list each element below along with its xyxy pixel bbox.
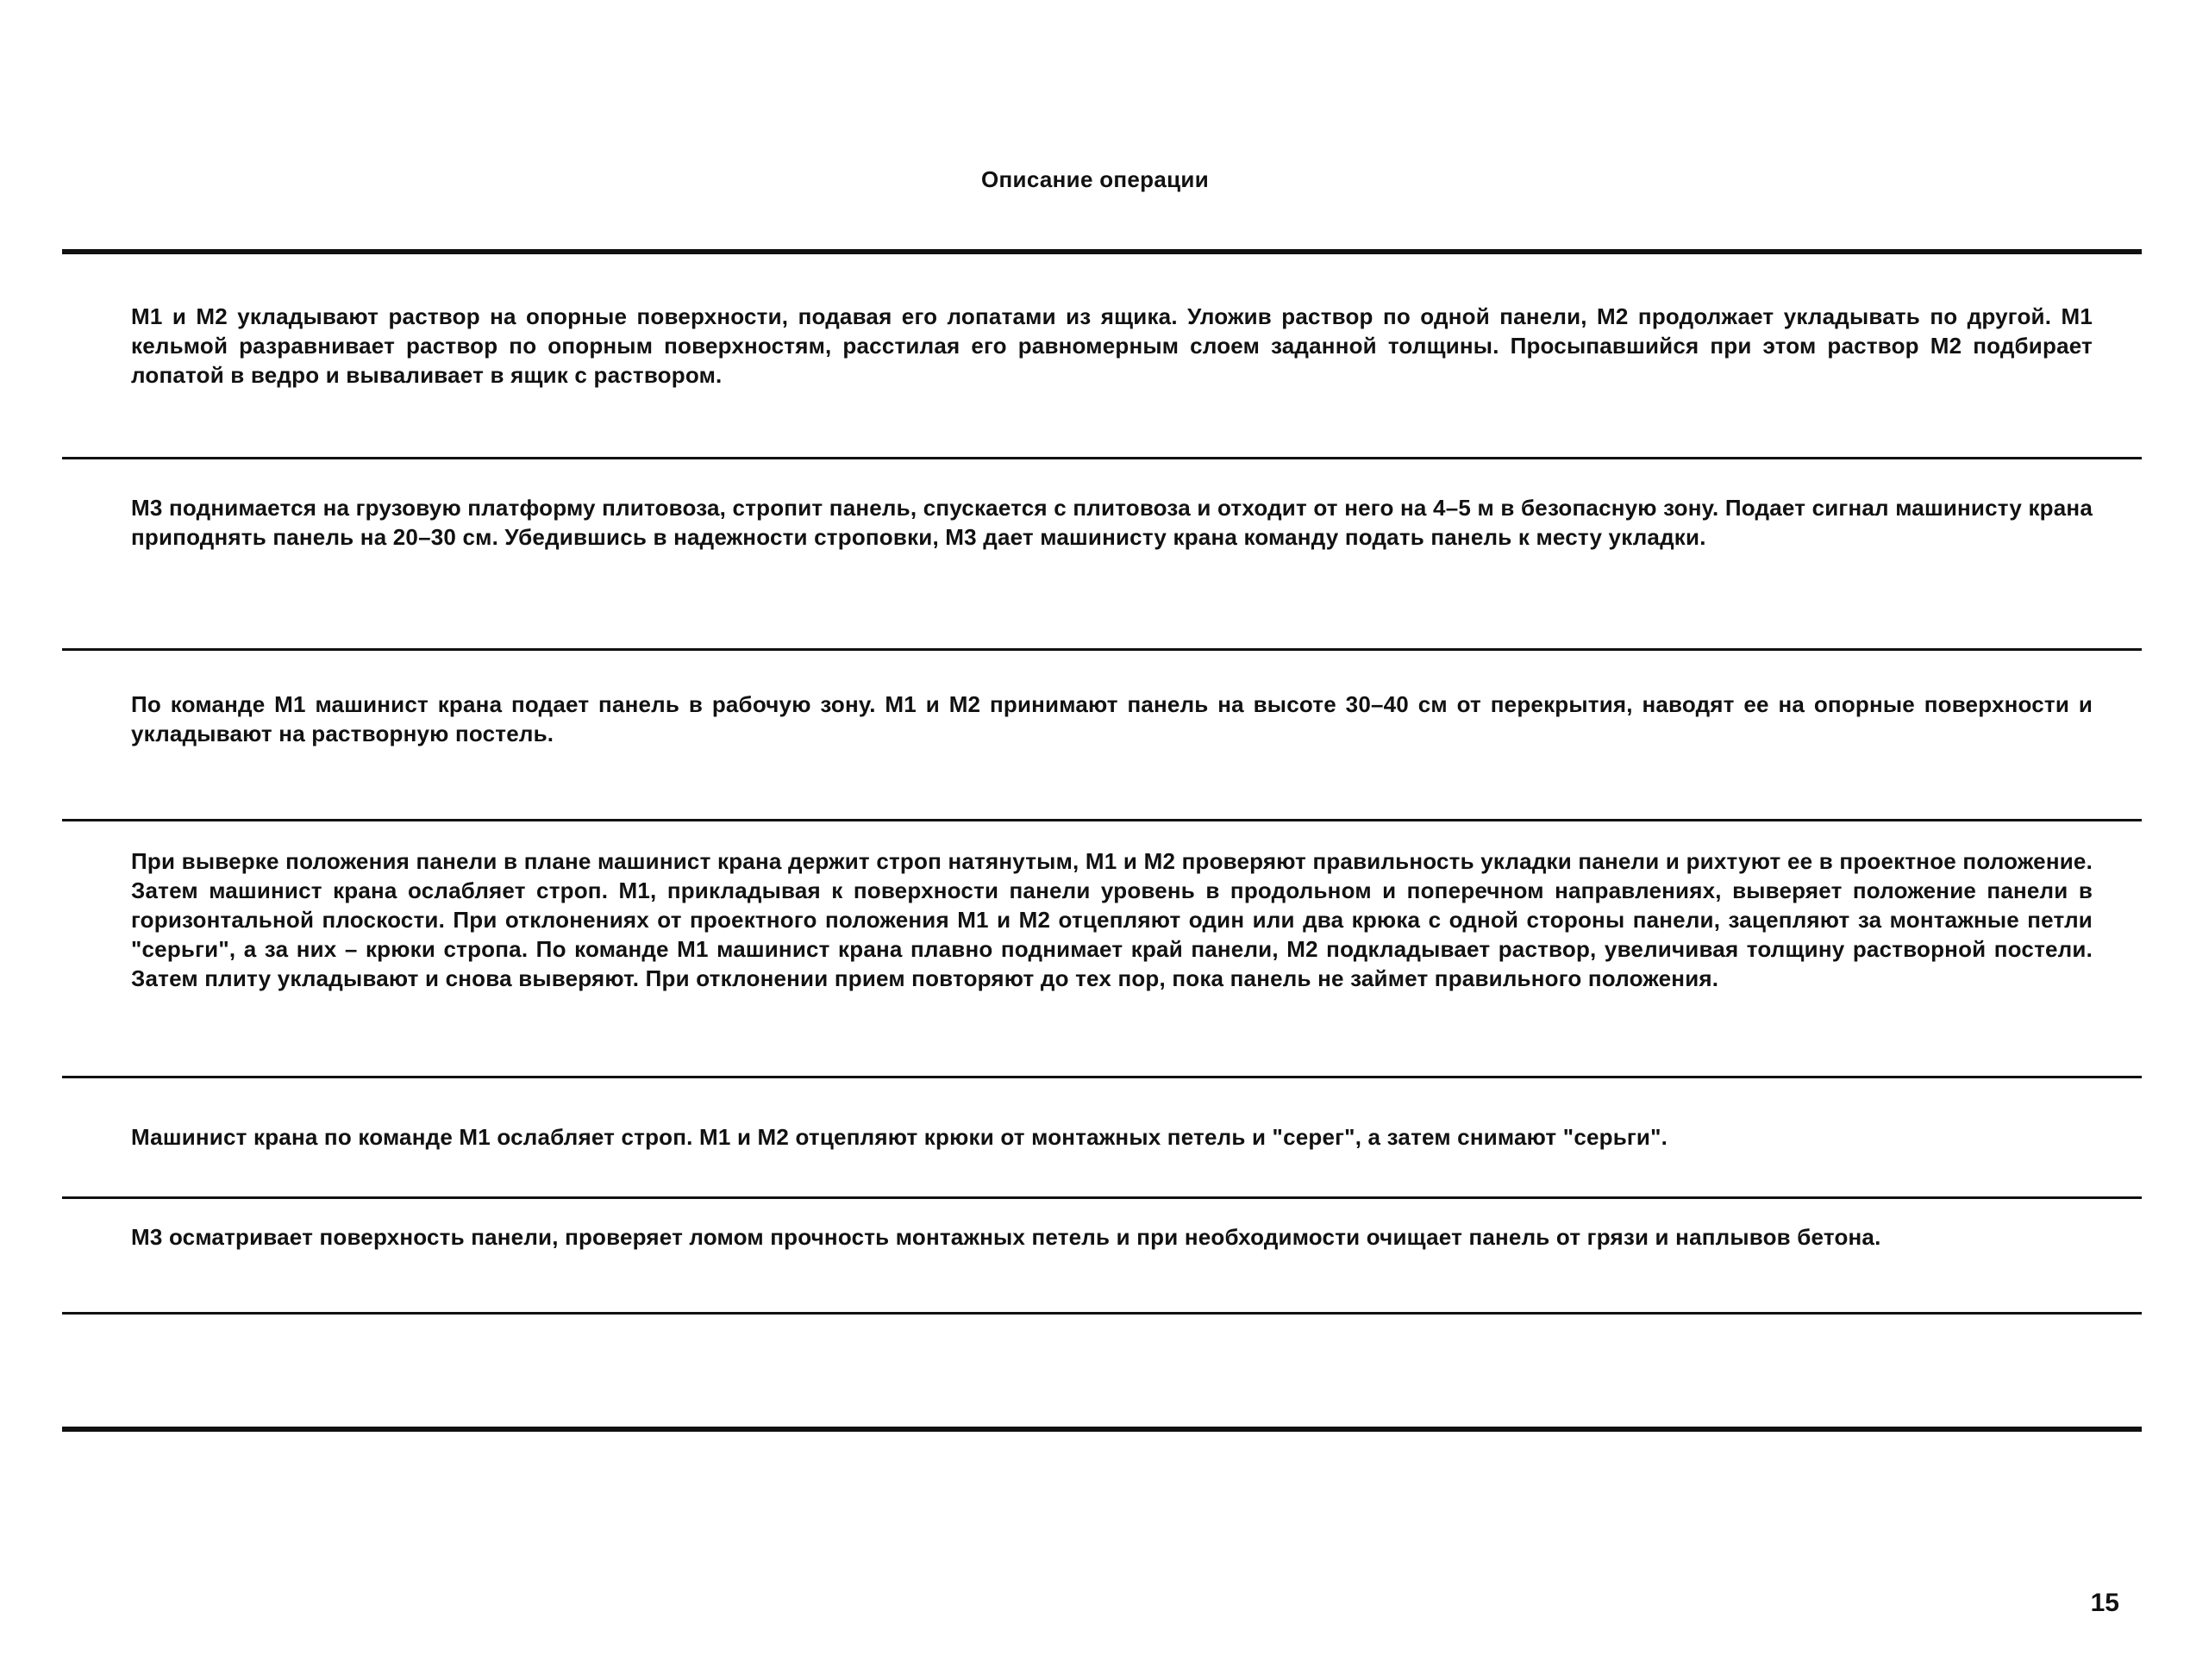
operation-step-2: М3 поднимается на грузовую платформу плитовоза, стропит панель, спускается с плитовоза и отходит от него на 4–5 м в безопасную зону. Подает сигнал машинисту крана приподнять панель на 20–30 см. Убедившись в надежности строповки, М3 дает машинисту крана команду подать панель к месту укладки. — [131, 495, 2093, 550]
divider — [62, 1312, 2142, 1315]
footer-rule — [62, 1427, 2142, 1432]
divider — [62, 1076, 2142, 1078]
divider — [62, 1196, 2142, 1199]
divider — [62, 648, 2142, 651]
page-number: 15 — [2090, 1589, 2119, 1617]
operation-step-6: М3 осматривает поверхность панели, проверяет ломом прочность монтажных петель и при необходимости очищает панель от грязи и наплывов бетона. — [131, 1224, 1881, 1250]
operation-step-3: По команде М1 машинист крана подает панель в рабочую зону. М1 и М2 принимают панель на высоте 30–40 см от перекрытия, наводят ее на опорные поверхности и укладывают на растворную постель. — [131, 691, 2093, 746]
header-rule — [62, 249, 2142, 254]
divider — [62, 457, 2142, 459]
operation-step-1: М1 и М2 укладывают раствор на опорные поверхности, подавая его лопатами из ящика. Уложив раствор по одной панели, М2 продолжает укладывать по другой. М1 кельмой разравнивает раствор по опорным поверхностям, расстилая его равномерным слоем заданной толщины. Просыпавшийся при этом раствор М2 подбирает лопатой в ведро и вываливает в ящик с раствором. — [131, 303, 2093, 388]
page-title: Описание операции — [981, 166, 1209, 192]
operation-step-4: При выверке положения панели в плане машинист крана держит строп натянутым, М1 и М2 проверяют правильность укладки панели и рихтуют ее в проектное положение. Затем машинист крана ослабляет строп. М1, прикладывая к поверхности панели уровень в продольном и поперечном направлениях, выверяет положение панели в горизонтальной плоскости. При отклонениях от проектного положения М1 и М2 отцепляют один или два крюка с одной стороны панели, зацепляют за монтажные петли "серьги", а за них – крюки стропа. По команде М1 машинист крана плавно поднимает край панели, М2 подкладывает раствор, увеличивая толщину растворной постели. Затем плиту укладывают и снова выверяют. При отклонении прием повторяют до тех пор, пока панель не займет правильного положения. — [131, 848, 2093, 991]
operation-step-5: Машинист крана по команде М1 ослабляет строп. М1 и М2 отцепляют крюки от монтажных петель и "серег", а затем снимают "серьги". — [131, 1124, 1668, 1150]
divider — [62, 819, 2142, 821]
